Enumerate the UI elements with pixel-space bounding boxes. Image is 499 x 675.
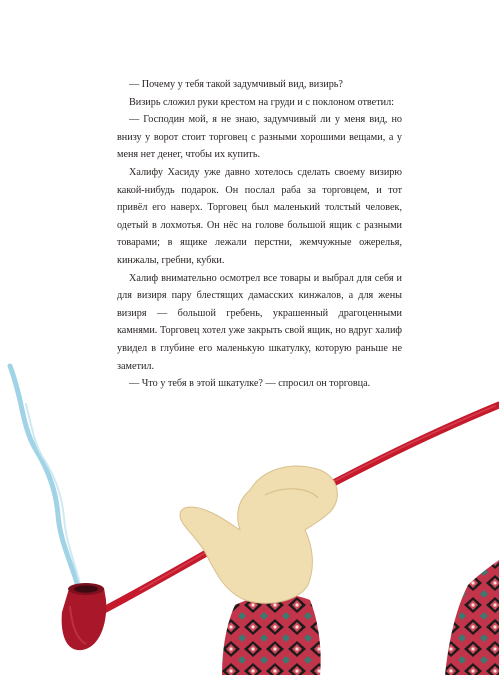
- body-text: [117, 76, 402, 393]
- paragraph: Визирь сложил руки крестом на груди и с поклоном ответил:: [129, 96, 395, 108]
- paragraph: — Что у тебя в этой шкатулке? — спросил он торговца.: [129, 378, 371, 390]
- smoke-wisp: [10, 366, 78, 586]
- paragraph: — Господин мой, я не знаю, задумчивый ли у меня вид, но внизу у ворот стоит торговец с разными хорошими вещами, а у меня нет денег, чтобы их купить.: [117, 114, 402, 161]
- pipe-bowl-opening: [74, 585, 98, 592]
- paragraph: Халиф внимательно осмотрел все товары и выбрал для себя и для визиря пару блестящих дамасских кинжалов, а для жены визиря — большой гребень, украшенный драгоценными камнями. Торговец хотел уже закрыть свой ящик, но вдруг халиф увидел в глубине его маленькую шкатулку, которую раньше не заметил.: [117, 272, 402, 372]
- paragraph: Халифу Хасиду уже давно хотелось сделать своему визирю какой-нибудь подарок. Он послал раба за торговцем, и тот привёл его наверх. Торговец был маленький толстый человек, одетый в лохмотья. Он нёс на голове большой ящик с разными товарами; в ящике лежали перстни, жемчужные ожерелья, кинжалы, гребни, кубки.: [117, 166, 402, 266]
- hand: [180, 466, 337, 603]
- pipe-illustration: [0, 360, 499, 675]
- sleeve-left: [222, 595, 321, 675]
- sleeve-right: [445, 560, 499, 675]
- paragraph: — Почему у тебя такой задумчивый вид, визирь?: [129, 79, 343, 90]
